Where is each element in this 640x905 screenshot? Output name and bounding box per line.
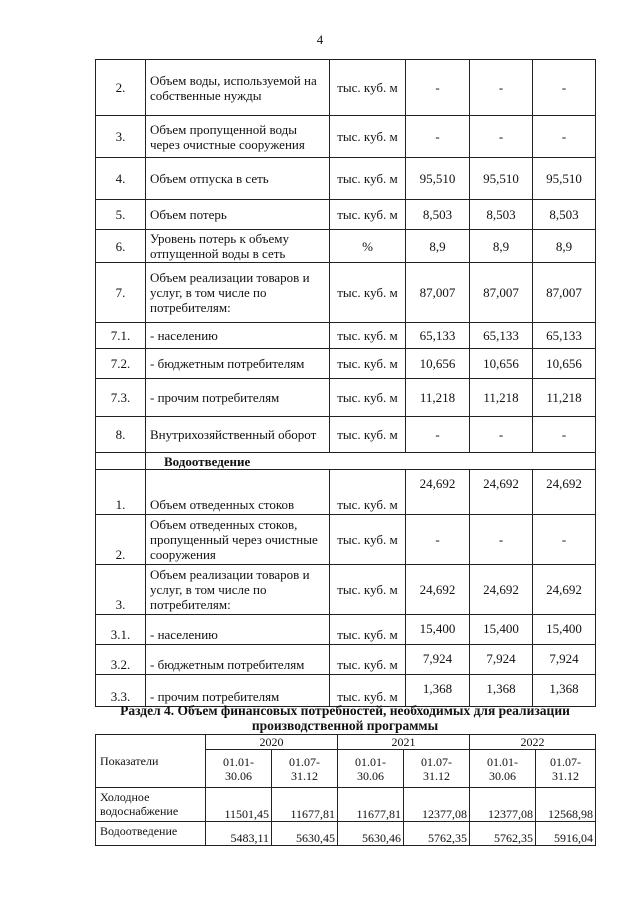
- period-header: 01.07-31.12: [272, 750, 338, 788]
- row-number: 2.: [96, 515, 146, 565]
- row-value: -: [406, 116, 470, 158]
- water-supply-row: [96, 116, 596, 158]
- row-value: 24,692: [533, 565, 596, 615]
- row-value: 1,368: [406, 675, 470, 707]
- period-header: 01.01-30.06: [470, 750, 536, 788]
- row-number: 3.2.: [96, 645, 146, 675]
- water-supply-row: [96, 230, 596, 263]
- drainage-row: [96, 675, 596, 707]
- period-header: 01.07-31.12: [404, 750, 470, 788]
- row-unit: тыс. куб. м: [330, 515, 406, 565]
- fin-row-cold-water: [96, 788, 596, 822]
- row-name: Объем воды, используемой на собственные нужды: [146, 60, 330, 116]
- row-value: -: [470, 417, 533, 453]
- row-unit: тыс. куб. м: [330, 263, 406, 323]
- fin-value: 11501,45: [206, 788, 272, 822]
- water-supply-row: [96, 349, 596, 379]
- row-unit: тыс. куб. м: [330, 565, 406, 615]
- row-value: -: [533, 116, 596, 158]
- fin-row-drainage: [96, 822, 596, 846]
- row-name: - прочим потребителям: [146, 675, 330, 707]
- water-supply-row: [96, 417, 596, 453]
- fin-value: 5630,45: [272, 822, 338, 846]
- year-header: 2022: [470, 735, 596, 750]
- water-supply-row: [96, 323, 596, 349]
- row-value: 11,218: [406, 379, 470, 417]
- row-number: 7.2.: [96, 349, 146, 379]
- water-supply-row: [96, 200, 596, 230]
- drainage-row: [96, 645, 596, 675]
- row-value: 95,510: [533, 158, 596, 200]
- fin-row-label: Водоотведение: [96, 822, 206, 846]
- row-value: -: [533, 515, 596, 565]
- fin-value: 5483,11: [206, 822, 272, 846]
- fin-value: 12377,08: [404, 788, 470, 822]
- period-header: 01.07-31.12: [536, 750, 596, 788]
- water-supply-row: [96, 60, 596, 116]
- row-value: -: [533, 60, 596, 116]
- row-value: 15,400: [470, 615, 533, 645]
- row-value: 11,218: [533, 379, 596, 417]
- row-value: 1,368: [533, 675, 596, 707]
- row-name: Объем отпуска в сеть: [146, 158, 330, 200]
- row-value: 8,503: [406, 200, 470, 230]
- row-value: 87,007: [406, 263, 470, 323]
- fin-value: 12568,98: [536, 788, 596, 822]
- fin-value: 11677,81: [272, 788, 338, 822]
- row-value: -: [470, 116, 533, 158]
- fin-value: 11677,81: [338, 788, 404, 822]
- row-value: 8,9: [406, 230, 470, 263]
- fin-value: 12377,08: [470, 788, 536, 822]
- row-name: - бюджетным потребителям: [146, 645, 330, 675]
- row-number: 3.: [96, 116, 146, 158]
- row-value: 24,692: [470, 470, 533, 515]
- row-value: 10,656: [470, 349, 533, 379]
- fin-row-label: Холодное водоснабжение: [96, 788, 206, 822]
- heading-num-cell: [96, 453, 146, 470]
- row-unit: тыс. куб. м: [330, 323, 406, 349]
- row-value: 87,007: [533, 263, 596, 323]
- row-name: Объем потерь: [146, 200, 330, 230]
- row-value: 24,692: [533, 470, 596, 515]
- drainage-heading-row: [96, 453, 596, 470]
- row-value: -: [406, 515, 470, 565]
- row-number: 7.3.: [96, 379, 146, 417]
- row-value: 7,924: [406, 645, 470, 675]
- row-name: Объем пропущенной воды через очистные сооружения: [146, 116, 330, 158]
- year-header: 2020: [206, 735, 338, 750]
- row-number: 2.: [96, 60, 146, 116]
- drainage-row: [96, 615, 596, 645]
- row-name: Объем отведенных стоков, пропущенный через очистные сооружения: [146, 515, 330, 565]
- row-name: Объем реализации товаров и услуг, в том числе по потребителям:: [146, 565, 330, 615]
- water-supply-row: [96, 158, 596, 200]
- drainage-row: [96, 515, 596, 565]
- row-name: - населению: [146, 323, 330, 349]
- row-number: 3.: [96, 565, 146, 615]
- row-unit: тыс. куб. м: [330, 116, 406, 158]
- row-unit: тыс. куб. м: [330, 349, 406, 379]
- row-value: 24,692: [406, 565, 470, 615]
- row-number: 3.1.: [96, 615, 146, 645]
- drainage-row: [96, 565, 596, 615]
- row-name: Объем отведенных стоков: [146, 470, 330, 515]
- row-unit: тыс. куб. м: [330, 470, 406, 515]
- row-value: 10,656: [533, 349, 596, 379]
- row-value: 15,400: [406, 615, 470, 645]
- row-value: 65,133: [406, 323, 470, 349]
- row-unit: тыс. куб. м: [330, 200, 406, 230]
- financial-needs-table: [95, 734, 596, 846]
- section-4-title: Раздел 4. Объем финансовых потребностей, необходимых для реализации производственной программы: [120, 703, 570, 733]
- row-unit: тыс. куб. м: [330, 417, 406, 453]
- row-name: - населению: [146, 615, 330, 645]
- row-unit: тыс. куб. м: [330, 675, 406, 707]
- row-number: 7.: [96, 263, 146, 323]
- row-number: 7.1.: [96, 323, 146, 349]
- row-value: 24,692: [470, 565, 533, 615]
- water-supply-row: [96, 263, 596, 323]
- row-unit: тыс. куб. м: [330, 158, 406, 200]
- row-value: 7,924: [533, 645, 596, 675]
- year-header: 2021: [338, 735, 470, 750]
- row-unit: тыс. куб. м: [330, 379, 406, 417]
- water-supply-row: [96, 379, 596, 417]
- row-value: -: [470, 60, 533, 116]
- row-value: -: [406, 60, 470, 116]
- row-name: Объем реализации товаров и услуг, в том числе по потребителям:: [146, 263, 330, 323]
- row-value: -: [406, 417, 470, 453]
- row-number: 3.3.: [96, 675, 146, 707]
- row-value: 10,656: [406, 349, 470, 379]
- row-name: - бюджетным потребителям: [146, 349, 330, 379]
- row-value: 87,007: [470, 263, 533, 323]
- production-program-table: [95, 59, 596, 707]
- fin-value: 5916,04: [536, 822, 596, 846]
- row-value: 8,503: [470, 200, 533, 230]
- row-value: 65,133: [533, 323, 596, 349]
- row-number: 1.: [96, 470, 146, 515]
- row-value: 11,218: [470, 379, 533, 417]
- row-value: 8,503: [533, 200, 596, 230]
- indicators-header: Показатели: [96, 735, 206, 788]
- row-name: - прочим потребителям: [146, 379, 330, 417]
- row-name: Внутрихозяйственный оборот: [146, 417, 330, 453]
- row-value: 8,9: [533, 230, 596, 263]
- row-number: 6.: [96, 230, 146, 263]
- row-unit: тыс. куб. м: [330, 615, 406, 645]
- row-value: 65,133: [470, 323, 533, 349]
- period-header: 01.01-30.06: [338, 750, 404, 788]
- page-number: 4: [316, 32, 324, 47]
- row-value: 15,400: [533, 615, 596, 645]
- row-value: 95,510: [470, 158, 533, 200]
- row-unit: %: [330, 230, 406, 263]
- fin-value: 5762,35: [404, 822, 470, 846]
- row-value: 95,510: [406, 158, 470, 200]
- row-value: 1,368: [470, 675, 533, 707]
- row-value: 24,692: [406, 470, 470, 515]
- row-unit: тыс. куб. м: [330, 645, 406, 675]
- period-header: 01.01-30.06: [206, 750, 272, 788]
- row-number: 8.: [96, 417, 146, 453]
- drainage-heading: Водоотведение: [146, 453, 596, 470]
- row-value: -: [533, 417, 596, 453]
- row-name: Уровень потерь к объему отпущенной воды в сеть: [146, 230, 330, 263]
- fin-value: 5762,35: [470, 822, 536, 846]
- row-value: -: [470, 515, 533, 565]
- row-value: 8,9: [470, 230, 533, 263]
- drainage-row: [96, 470, 596, 515]
- fin-value: 5630,46: [338, 822, 404, 846]
- row-unit: тыс. куб. м: [330, 60, 406, 116]
- row-number: 4.: [96, 158, 146, 200]
- row-number: 5.: [96, 200, 146, 230]
- row-value: 7,924: [470, 645, 533, 675]
